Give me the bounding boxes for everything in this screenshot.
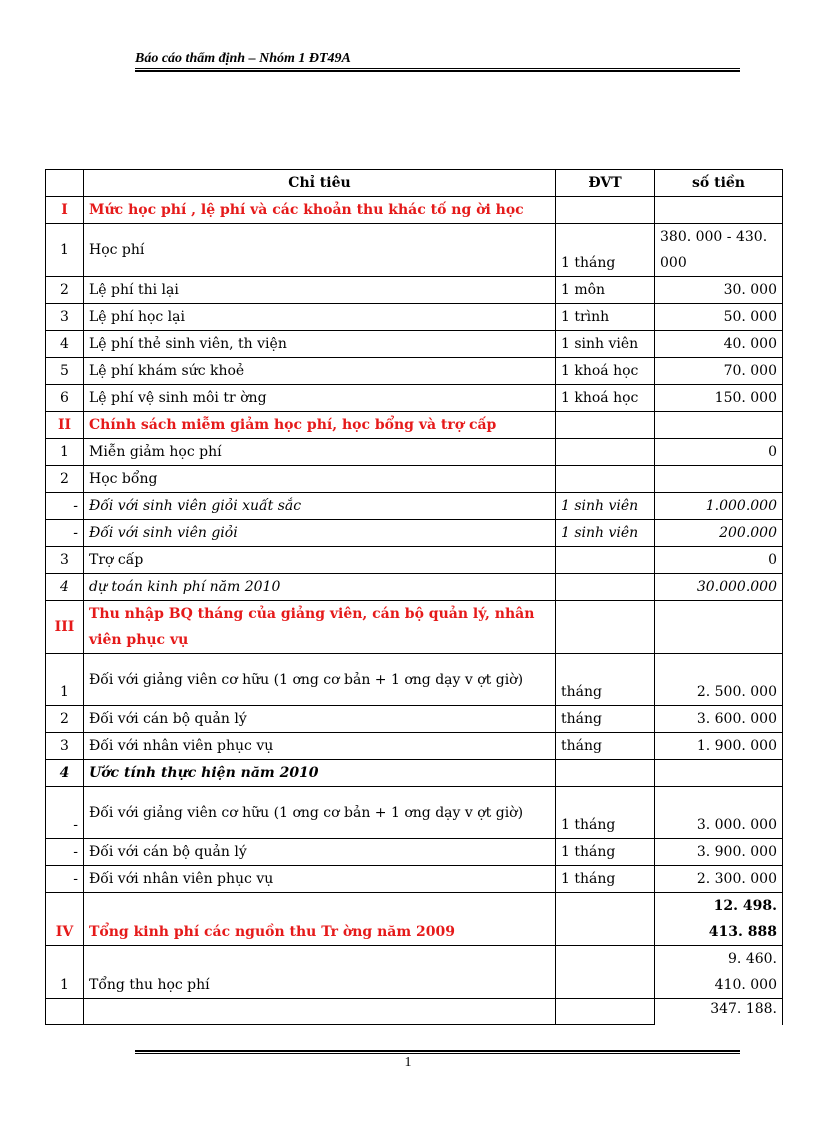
row-label: Đối với cán bộ quản lý	[84, 706, 556, 733]
row-number: -	[46, 839, 84, 866]
row-label: Đối với nhân viên phục vụ	[84, 733, 556, 760]
table-row	[46, 733, 783, 760]
row-number: 3	[46, 304, 84, 331]
row-number: 1	[46, 946, 84, 999]
row-amount: 380. 000 - 430. 000	[655, 224, 783, 277]
row-unit	[556, 760, 655, 787]
table-row	[46, 277, 783, 304]
table-row	[46, 866, 783, 893]
table-row	[46, 839, 783, 866]
header-amount-cell: số tiền	[655, 170, 783, 197]
row-amount	[655, 412, 783, 439]
row-unit	[556, 197, 655, 224]
footer-rule-thin	[135, 1053, 740, 1054]
row-amount: 150. 000	[655, 385, 783, 412]
table-row-section	[46, 412, 783, 439]
table-row	[46, 787, 783, 839]
row-number: I	[46, 197, 84, 224]
row-amount: 30.000.000	[655, 574, 783, 601]
row-label: Miễn giảm học phí	[84, 439, 556, 466]
header-stt-cell	[46, 170, 84, 197]
header-rule-thin	[135, 68, 740, 69]
row-unit: 1 tháng	[556, 787, 655, 839]
row-label: Lệ phí khám sức khoẻ	[84, 358, 556, 385]
table-header-row	[46, 170, 783, 197]
table-row	[46, 331, 783, 358]
row-label: Đối với giảng viên cơ hữu (1 ơng cơ bản + 1 ơng dạy v ợt giờ)	[84, 787, 556, 839]
row-amount: 3. 900. 000	[655, 839, 783, 866]
row-label: Đối với cán bộ quản lý	[84, 839, 556, 866]
row-label: Chính sách miễm giảm học phí, học bổng và trợ cấp	[84, 412, 556, 439]
row-number: 1	[46, 654, 84, 706]
row-label: Lệ phí vệ sinh môi tr ờng	[84, 385, 556, 412]
table-row	[46, 999, 783, 1025]
row-number: 3	[46, 547, 84, 574]
row-label: Đối với giảng viên cơ hữu (1 ơng cơ bản + 1 ơng dạy v ợt giờ)	[84, 654, 556, 706]
row-number: -	[46, 520, 84, 547]
row-number: 2	[46, 706, 84, 733]
table-row	[46, 760, 783, 787]
row-number: IV	[46, 893, 84, 946]
row-unit	[556, 439, 655, 466]
table-row	[46, 439, 783, 466]
header-unit-cell: ĐVT	[556, 170, 655, 197]
row-unit: 1 sinh viên	[556, 331, 655, 358]
page-footer	[135, 1050, 740, 1054]
row-label: Trợ cấp	[84, 547, 556, 574]
row-unit: 1 tháng	[556, 839, 655, 866]
table-row	[46, 466, 783, 493]
row-amount: 40. 000	[655, 331, 783, 358]
row-label: Lệ phí thi lại	[84, 277, 556, 304]
row-number: 2	[46, 466, 84, 493]
row-label: Đối với nhân viên phục vụ	[84, 866, 556, 893]
row-unit: 1 môn	[556, 277, 655, 304]
row-label: Học bổng	[84, 466, 556, 493]
row-label: Tổng thu học phí	[84, 946, 556, 999]
row-amount: 347. 188.	[655, 999, 783, 1025]
table-row	[46, 304, 783, 331]
row-number: -	[46, 493, 84, 520]
row-unit: tháng	[556, 654, 655, 706]
header-criteria-cell: Chỉ tiêu	[84, 170, 556, 197]
row-number: 5	[46, 358, 84, 385]
row-label: dự toán kinh phí năm 2010	[84, 574, 556, 601]
row-amount: 1.000.000	[655, 493, 783, 520]
row-amount: 3. 000. 000	[655, 787, 783, 839]
table-row	[46, 358, 783, 385]
row-number: III	[46, 601, 84, 654]
row-amount: 30. 000	[655, 277, 783, 304]
row-unit: 1 trình	[556, 304, 655, 331]
table-row	[46, 946, 783, 999]
row-unit	[556, 466, 655, 493]
row-unit	[556, 547, 655, 574]
row-label: Đối với sinh viên giỏi	[84, 520, 556, 547]
row-number: 4	[46, 331, 84, 358]
row-label: Học phí	[84, 224, 556, 277]
row-number: II	[46, 412, 84, 439]
row-unit	[556, 601, 655, 654]
row-amount: 70. 000	[655, 358, 783, 385]
row-label: Lệ phí thẻ sinh viên, th viện	[84, 331, 556, 358]
table-row	[46, 385, 783, 412]
table-row-section	[46, 197, 783, 224]
row-amount: 2. 500. 000	[655, 654, 783, 706]
page-number: 1	[404, 1055, 412, 1070]
row-unit: tháng	[556, 706, 655, 733]
row-label	[84, 999, 556, 1025]
footer-rule-thick	[135, 1050, 740, 1052]
row-unit	[556, 893, 655, 946]
page-header	[135, 50, 740, 72]
table-row	[46, 706, 783, 733]
row-label: Thu nhập BQ tháng của giảng viên, cán bộ quản lý, nhân viên phục vụ	[84, 601, 556, 654]
row-amount: 0	[655, 547, 783, 574]
row-amount	[655, 466, 783, 493]
row-amount: 0	[655, 439, 783, 466]
table-row	[46, 224, 783, 277]
row-number: 1	[46, 224, 84, 277]
row-label: Ước tính thực hiện năm 2010	[84, 760, 556, 787]
row-label: Lệ phí học lại	[84, 304, 556, 331]
row-unit: 1 sinh viên	[556, 520, 655, 547]
row-unit: tháng	[556, 733, 655, 760]
row-amount	[655, 197, 783, 224]
row-number: 6	[46, 385, 84, 412]
row-unit: 1 sinh viên	[556, 493, 655, 520]
row-unit: 1 khoá học	[556, 385, 655, 412]
row-number: 2	[46, 277, 84, 304]
table-row	[46, 547, 783, 574]
row-number: -	[46, 787, 84, 839]
row-number: 4	[46, 574, 84, 601]
table-row-section	[46, 601, 783, 654]
table-row	[46, 493, 783, 520]
row-unit: 1 tháng	[556, 224, 655, 277]
table-row-section	[46, 893, 783, 946]
budget-table	[45, 169, 783, 1025]
row-number: -	[46, 866, 84, 893]
row-amount: 3. 600. 000	[655, 706, 783, 733]
table-row	[46, 520, 783, 547]
row-amount: 9. 460. 410. 000	[655, 946, 783, 999]
row-number: 4	[46, 760, 84, 787]
table-row	[46, 654, 783, 706]
row-unit	[556, 999, 655, 1025]
row-number: 3	[46, 733, 84, 760]
row-amount: 200.000	[655, 520, 783, 547]
row-amount	[655, 601, 783, 654]
header-rule-thick	[135, 70, 740, 72]
table-row	[46, 574, 783, 601]
header-title: Báo cáo thẩm định – Nhóm 1 ĐT49A	[135, 51, 351, 66]
row-unit	[556, 412, 655, 439]
row-number	[46, 999, 84, 1025]
row-label: Mức học phí , lệ phí và các khoản thu khác tố ng ời học	[84, 197, 556, 224]
row-amount: 2. 300. 000	[655, 866, 783, 893]
row-number: 1	[46, 439, 84, 466]
row-amount: 12. 498. 413. 888	[655, 893, 783, 946]
row-amount: 1. 900. 000	[655, 733, 783, 760]
row-unit: 1 khoá học	[556, 358, 655, 385]
row-unit	[556, 946, 655, 999]
row-unit	[556, 574, 655, 601]
row-amount	[655, 760, 783, 787]
row-amount: 50. 000	[655, 304, 783, 331]
row-label: Đối với sinh viên giỏi xuất sắc	[84, 493, 556, 520]
row-label: Tổng kinh phí các nguồn thu Tr ờng năm 2009	[84, 893, 556, 946]
row-unit: 1 tháng	[556, 866, 655, 893]
